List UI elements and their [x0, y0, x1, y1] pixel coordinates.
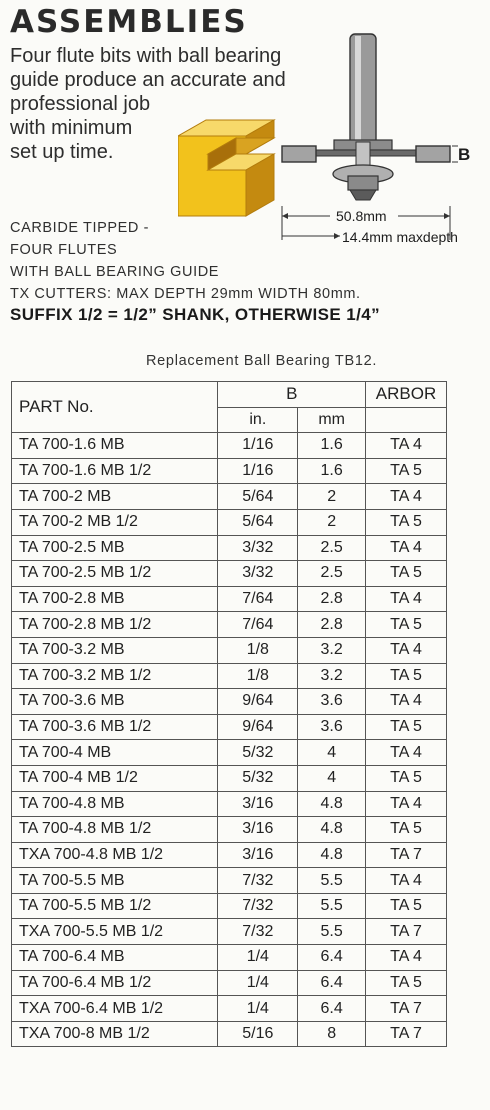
inch-cell: 1/8: [218, 663, 298, 689]
part-number-cell: TA 700-2.5 MB 1/2: [12, 561, 218, 587]
table-row: [12, 612, 447, 638]
table-row: [12, 893, 447, 919]
inch-cell: 5/32: [218, 740, 298, 766]
inch-cell: 9/64: [218, 714, 298, 740]
arbor-cell: TA 4: [366, 637, 447, 663]
inch-cell: 1/4: [218, 970, 298, 996]
table-row: [12, 996, 447, 1022]
mm-cell: 6.4: [298, 970, 366, 996]
arbor-cell: TA 5: [366, 970, 447, 996]
arbor-cell: TA 4: [366, 535, 447, 561]
arbor-cell: TA 5: [366, 714, 447, 740]
table-row: [12, 842, 447, 868]
table-row: [12, 945, 447, 971]
mm-cell: 4.8: [298, 817, 366, 843]
part-number-cell: TA 700-3.2 MB 1/2: [12, 663, 218, 689]
mm-cell: 4: [298, 765, 366, 791]
spec-line: CARBIDE TIPPED -: [10, 220, 150, 236]
arbor-cell: TA 4: [366, 433, 447, 459]
header-mm: mm: [298, 407, 366, 433]
arbor-cell: TA 4: [366, 945, 447, 971]
part-number-cell: TXA 700-5.5 MB 1/2: [12, 919, 218, 945]
arbor-cell: TA 5: [366, 458, 447, 484]
table-row: [12, 458, 447, 484]
part-number-cell: TA 700-6.4 MB 1/2: [12, 970, 218, 996]
mm-cell: 5.5: [298, 893, 366, 919]
inch-cell: 7/64: [218, 612, 298, 638]
arbor-cell: TA 4: [366, 586, 447, 612]
mm-cell: 1.6: [298, 458, 366, 484]
mm-cell: 5.5: [298, 868, 366, 894]
mm-cell: 6.4: [298, 945, 366, 971]
table-row: [12, 689, 447, 715]
inch-cell: 7/32: [218, 868, 298, 894]
header-inch: in.: [218, 407, 298, 433]
dimension-b-label: B: [458, 145, 471, 164]
mm-cell: 2.5: [298, 561, 366, 587]
inch-cell: 5/64: [218, 509, 298, 535]
inch-cell: 1/4: [218, 945, 298, 971]
table-row: [12, 970, 447, 996]
intro-line: professional job: [10, 93, 151, 115]
part-number-cell: TA 700-4.8 MB 1/2: [12, 817, 218, 843]
table-row: [12, 586, 447, 612]
part-number-cell: TA 700-1.6 MB 1/2: [12, 458, 218, 484]
part-number-cell: TA 700-2 MB: [12, 484, 218, 510]
arbor-cell: TA 4: [366, 740, 447, 766]
inch-cell: 7/64: [218, 586, 298, 612]
part-number-cell: TA 700-5.5 MB 1/2: [12, 893, 218, 919]
inch-cell: 1/4: [218, 996, 298, 1022]
mm-cell: 3.6: [298, 714, 366, 740]
inch-cell: 3/32: [218, 535, 298, 561]
arbor-cell: TA 5: [366, 765, 447, 791]
part-number-cell: TA 700-3.6 MB: [12, 689, 218, 715]
mm-cell: 2.8: [298, 586, 366, 612]
part-number-cell: TA 700-2 MB 1/2: [12, 509, 218, 535]
header-arbor-blank: [366, 407, 447, 433]
arbor-cell: TA 5: [366, 817, 447, 843]
arbor-cell: TA 5: [366, 561, 447, 587]
mm-cell: 4: [298, 740, 366, 766]
table-row: [12, 765, 447, 791]
mm-cell: 3.2: [298, 663, 366, 689]
part-number-cell: TA 700-2.8 MB 1/2: [12, 612, 218, 638]
arbor-cell: TA 4: [366, 689, 447, 715]
inch-cell: 5/32: [218, 765, 298, 791]
intro-line: with minimum: [10, 117, 133, 139]
inch-cell: 3/16: [218, 791, 298, 817]
table-row: [12, 791, 447, 817]
mm-cell: 1.6: [298, 433, 366, 459]
mm-cell: 3.6: [298, 689, 366, 715]
table-row: [12, 637, 447, 663]
header-b: B: [218, 382, 366, 408]
inch-cell: 3/16: [218, 842, 298, 868]
inch-cell: 1/16: [218, 433, 298, 459]
table-header-row: [12, 382, 447, 408]
part-number-cell: TA 700-4 MB 1/2: [12, 765, 218, 791]
header-part-no: PART No.: [12, 382, 218, 433]
mm-cell: 4.8: [298, 842, 366, 868]
arbor-cell: TA 5: [366, 509, 447, 535]
inch-cell: 1/8: [218, 637, 298, 663]
arbor-cell: TA 7: [366, 996, 447, 1022]
table-row: [12, 817, 447, 843]
table-body: [12, 433, 447, 1047]
spec-line: TX CUTTERS: MAX DEPTH 29mm WIDTH 80mm.: [10, 286, 361, 302]
part-number-cell: TXA 700-8 MB 1/2: [12, 1021, 218, 1047]
part-number-cell: TA 700-2.5 MB: [12, 535, 218, 561]
inch-cell: 7/32: [218, 919, 298, 945]
part-number-cell: TA 700-1.6 MB: [12, 433, 218, 459]
spec-line: FOUR FLUTES: [10, 242, 118, 258]
inch-cell: 3/16: [218, 817, 298, 843]
mm-cell: 8: [298, 1021, 366, 1047]
inch-cell: 1/16: [218, 458, 298, 484]
mm-cell: 2: [298, 484, 366, 510]
parts-table: [11, 381, 447, 1047]
table-row: [12, 868, 447, 894]
part-number-cell: TA 700-4.8 MB: [12, 791, 218, 817]
inch-cell: 7/32: [218, 893, 298, 919]
part-number-cell: TXA 700-4.8 MB 1/2: [12, 842, 218, 868]
table-row: [12, 714, 447, 740]
inch-cell: 3/32: [218, 561, 298, 587]
part-number-cell: TA 700-3.2 MB: [12, 637, 218, 663]
mm-cell: 2.8: [298, 612, 366, 638]
suffix-note: SUFFIX 1/2 = 1/2” SHANK, OTHERWISE 1/4”: [10, 305, 381, 324]
mm-cell: 3.2: [298, 637, 366, 663]
arbor-cell: TA 7: [366, 1021, 447, 1047]
part-number-cell: TXA 700-6.4 MB 1/2: [12, 996, 218, 1022]
inch-cell: 5/16: [218, 1021, 298, 1047]
inch-cell: 5/64: [218, 484, 298, 510]
arbor-cell: TA 4: [366, 484, 447, 510]
table-row: [12, 561, 447, 587]
part-number-cell: TA 700-5.5 MB: [12, 868, 218, 894]
spec-line: WITH BALL BEARING GUIDE: [10, 264, 220, 280]
table-row: [12, 919, 447, 945]
intro-line: Four flute bits with ball bearing: [10, 45, 282, 67]
arbor-cell: TA 4: [366, 868, 447, 894]
arbor-cell: TA 7: [366, 919, 447, 945]
part-number-cell: TA 700-4 MB: [12, 740, 218, 766]
table-row: [12, 1021, 447, 1047]
intro-line: guide produce an accurate and: [10, 69, 286, 91]
page-title: ASSEMBLIES: [10, 4, 248, 40]
intro-line: set up time.: [10, 141, 114, 163]
mm-cell: 2: [298, 509, 366, 535]
dimension-diameter: 50.8mm: [336, 208, 387, 224]
arbor-cell: TA 5: [366, 612, 447, 638]
table-row: [12, 509, 447, 535]
arbor-cell: TA 5: [366, 893, 447, 919]
arbor-cell: TA 7: [366, 842, 447, 868]
table-row: [12, 484, 447, 510]
part-number-cell: TA 700-6.4 MB: [12, 945, 218, 971]
dimension-depth: 14.4mm maxdepth: [342, 229, 458, 245]
mm-cell: 5.5: [298, 919, 366, 945]
groove-joint-illustration: [178, 108, 278, 220]
part-number-cell: TA 700-2.8 MB: [12, 586, 218, 612]
header-arbor: ARBOR: [366, 382, 447, 408]
spec-text: [10, 217, 361, 305]
table-row: [12, 535, 447, 561]
arbor-cell: TA 5: [366, 663, 447, 689]
mm-cell: 6.4: [298, 996, 366, 1022]
arbor-cell: TA 4: [366, 791, 447, 817]
inch-cell: 9/64: [218, 689, 298, 715]
mm-cell: 4.8: [298, 791, 366, 817]
part-number-cell: TA 700-3.6 MB 1/2: [12, 714, 218, 740]
table-row: [12, 433, 447, 459]
table-row: [12, 740, 447, 766]
mm-cell: 2.5: [298, 535, 366, 561]
replacement-note: Replacement Ball Bearing TB12.: [146, 353, 378, 369]
table-row: [12, 663, 447, 689]
